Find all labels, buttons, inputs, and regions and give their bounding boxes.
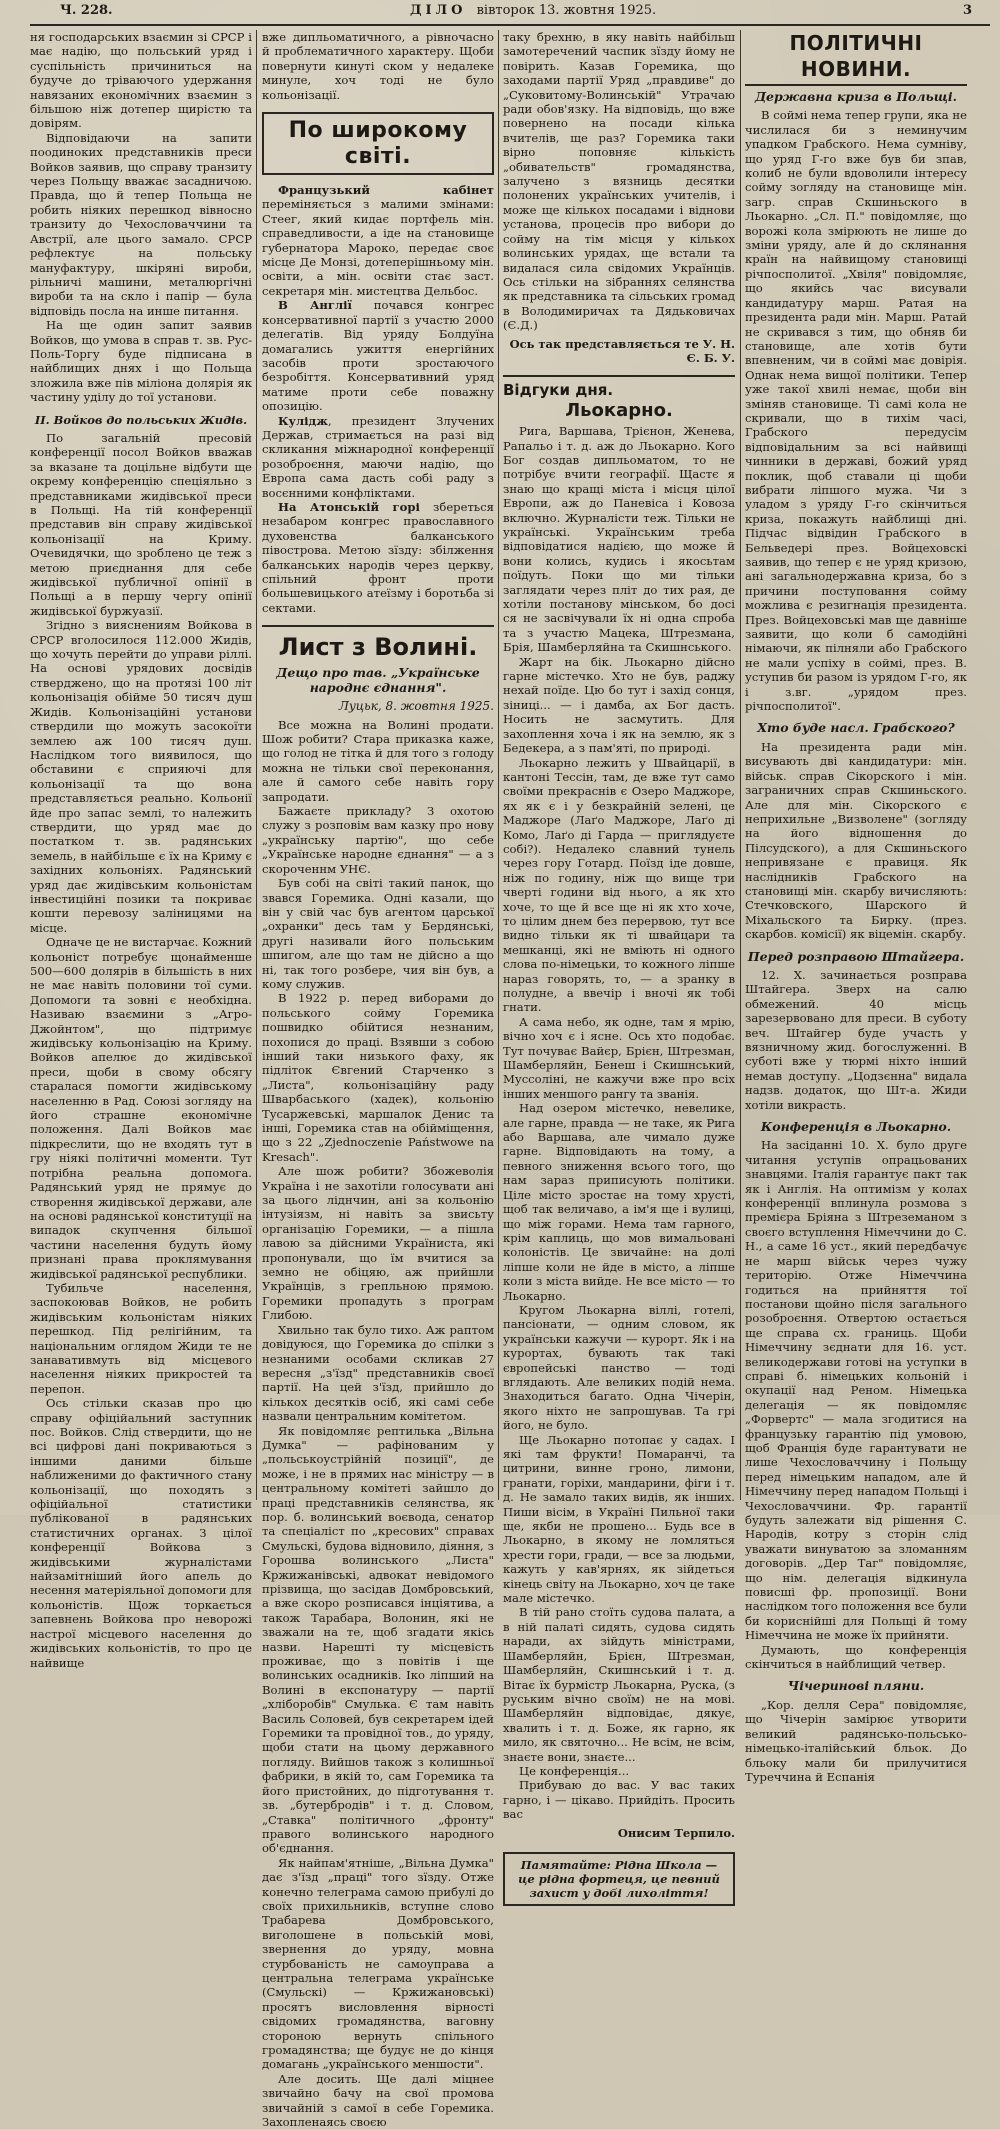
world-news-box xyxy=(262,112,494,175)
paragraph: Але досить. Ще далі міцнее звичайно бачу на свої промова звичайній з самої в себе Горемика. Захопленаясь своєю xyxy=(262,2071,494,2129)
section-heading: Відгуки дня. xyxy=(503,381,614,400)
paragraph: А сама небо, як одне, там я мрію, вічно хоч є і ясне. Ось хто подобає. Тут почуває Вайєр, Брієн, Штрезман, Шамберляйн, Бенеш і Скишнський, Муссоліні, не кажучи вже про всіх інших меншого рангу та званія. xyxy=(503,1014,735,1101)
paragraph: Як найпам'ятніше, „Вільна Думка" дає з'їзд „праці" того зїзду. Отже конечно телеграма самою прибулі до своїх прихильників, вступне слово Трабарева Домбровського, виголошене в польській мові, звернення до уряду, мовна стурбованість не самоуправа а центральна телеграма українське (Смульскі) — Кржижановські) просятъ висловлення вірності свідомих громадянства, ваговну стороною вернуть спільного громадянства; ще будує не до кінця домагань „українського меншости". xyxy=(262,1855,494,2072)
paragraph: Ще Льокарно потопає у садах. І які там фрукти! Помаранчі, та цитрини, винне гроно, лимони, гранати, горіхи, мандарини, фіги і т. д. Не замало таких видів, як інших. Пиши вісім, в Україні Пильної таки ще, якби не прошено... Будь все в Льокарно, в якому не ломляться хрести гори, гради, — все за людьми, кажуть у кав'ярнях, як зійдеться кінець світу на Льокарно, хоч це таке мале містечко. xyxy=(503,1432,735,1606)
paragraph: Це конференція... xyxy=(519,1763,630,1778)
paragraph: Кругом Льокарна віллі, готелі, пансіонати, — одним словом, як українськи кажучи — курорт. Як і на курортах, бувають так такі європейські панство — тоді вглядають. Але великих подій нема. Знаходиться багато. Одна Чічерін, якого ніхто не запрошував. Та грі його, не було. xyxy=(503,1302,735,1433)
article-heading: Льокарно. xyxy=(565,399,673,421)
paragraph: Ось стільки сказав про цю справу офіційальний заступник пос. Войков. Слід ствердити, що не всі цифрові дані покриваються з іншими даними більше наближеними до фактичного стану кольонізації, що походять з офіційальної статистики публікованої в радянських статистичних органах. З цілої конференції Войкова з жидівськими журналістами найзамітніший його апель до несення матеріяльної допомоги для кольоністів. Щож торкається запевнень Войкова про неворожі настрої місцевого населення до жидівських кольоністів, то про це найвище xyxy=(30,1396,252,1670)
column-rule xyxy=(498,30,499,1500)
paragraph: В 1922 р. перед виборами до польського сойму Горемика пошвидко обійтися незнаним, похопися до праці. Взявши з собою інший таки низького фаху, як підліток Євгений Старченко з „Листа", кольонізаційну раду Шварбаського (хадек), кольонію Тусаржевські, маршалок Денис та інші, Горемика став на обійміщення, що з 22 „Zjednoczenie Państwowe na Kresach". xyxy=(262,991,494,1164)
news-item-lead: Кулідж xyxy=(278,413,328,428)
paragraph: На ще один запит заявив Войков, що умова в справ т. зв. Рус-Поль-Торгу буде підписана в найблищих днях і що Польща зложила вже пів міліона долярія як частину уділу до тої установи. xyxy=(30,318,252,405)
letter-subhead: Дещо про тав. „Українське народнє єднання". xyxy=(276,665,480,696)
paragraph: таку брехню, в яку навіть найбільш замотеречений часпик зїзду йому не повірить. Казав Горемика, що заходами партії Уряд „правдиве" до „Суковитому-Волинській" Утрачаю ради обов'язку. На відповідь, що вже повернено на посади кілька вчителів, ще раз? Горемика таки вірно поповняє кількість „обивательств" громадянства, залучено з вязниць десятки полонених українських учителів, і може ще кількох посадами і віднови установа, процесів про вибори до сойму на тім місця у кількох волинських урядах, ще встали та видалася сила свідомих Українців. Ось стільки на зібраннях селянства як представника та сільських громад в Володимиричах та Дядьковичах (Є.Д.) xyxy=(503,30,735,333)
news-item-lead: На Атонській горі xyxy=(278,499,420,514)
paragraph: ня господарських взаємин зі СРСР і має надію, що польський уряд і суспільність причиниться на будуче до тріваючого удержання навязаних економічних взаємин з більшою ніж дотепер щирістю та довірям. xyxy=(30,30,252,131)
political-news-heading: ПОЛІТИЧНІ НОВИНИ. xyxy=(745,30,967,86)
column-2 xyxy=(262,30,495,2129)
page-header xyxy=(30,2,990,26)
divider xyxy=(503,375,735,377)
masthead: ДІЛО xyxy=(410,3,467,18)
column-rule xyxy=(740,30,741,1500)
paragraph: Льокарно лежить у Швайцарії, в кантоні Тессін, там, де вже тут само своїми прекраснів є Озеро Маджоре, ях як є і у безкрайній зелені, це Маджоре (Лаґо Маджоре, Лаґо ді Комо, Лаґо ді Гарда — приглядуєте собі?). Недалеко славний тунель через гору Готард. Поїзд іде довше, ніж по годину, ніж що вище три чверті години від нього, а як хто хоче, то ще й все ще ні як хто хоче, то цілим днем без перервою, тут все видно тільки як ті швайцари та мешканці, які не вміють ні одного слова по-німецьки, то кожного ліпше нараз говорять, то, — а зранку в полудне, а ввечір і вночі як тобі гнати. xyxy=(503,755,735,1015)
column-4 xyxy=(745,30,967,1784)
column-3 xyxy=(503,30,735,1900)
news-item xyxy=(262,183,494,298)
section-subhead: Державна криза в Польщі. xyxy=(754,89,958,104)
paragraph: Бажаєте прикладу? З охотою служу з розповім вам казку про нову „українську партію", що себе „Українське народне єднання" — а з скороченнм УНЄ. xyxy=(262,804,494,876)
news-item xyxy=(262,298,494,413)
paragraph: Все можна на Волині продати. Шож робити? Стара приказка каже, що голод не тітка й для того з голоду можна не тільки свої переконання, але й самого себе навіть гору запродати. xyxy=(262,717,494,804)
paragraph: Хвильно так було тихо. Аж раптом довідуюся, що Горемика до спілки з незнаними особами скликав 27 вересня „з'їзд" представників своєї партії. На цей з'їзд, прийшло до кількох десятків осіб, які самі себе назвали центральним комітетом. xyxy=(262,1322,494,1424)
section-subhead: Конференція в Льокарно. xyxy=(760,1119,952,1135)
paragraph: Згідно з вияснениям Войкова в СРСР вголосилося 112.000 Жидів, що хочуть перейти до управи ріллі. На основі урядових досвідів стверджено, що на протязі 100 літ кольонізація обійме 50 тисяч душ Жидів. Кольонізаційні установи ствердили що можуть засокоїти землею аж 100 тисяч душ. Наслідком того виявилося, що обставини є сприяючі для кольонізації та що вона представляється реально. Кольонії йде про запас землі, то належить ствердити, що уряд має до постатком т. зв. радянських земель, в найбільше є їх на Криму є західних кольоніях. Радянський уряд дає жидівським кольоністам інвестиційні позики та покриває кошти перевозу заліницями на місце. xyxy=(30,618,252,935)
news-item-lead: Французький кабінет xyxy=(278,183,494,198)
paragraph: Прибуваю до вас. У вас таких гарно, і — цікаво. Прийдіть. Просить вас xyxy=(503,1778,735,1822)
paragraph: На засіданні 10. X. було друге читання уступів опрацьованих знавцями. Італія гарантує пакт так як і Англія. На оптимізм у колах конференції вплинула розмова з премієра Бріяна з Штреземаном з своєго вступлення Німеччини до С. Н., а саме 16 уст., який передбачує не марш військ через чужу територію. Отже Німеччина годиться на прийняття тої постанови щойно після загального розоброєння. Отвертою остається ще справа сх. границь. Щоби Німеччину зєднати для 16. уст. великодержави готові на уступки в справі б. німецьких кольоній і окупації над Реном. Німецька делегація — як повідомляє „Форвертс" — мала згодитися на французьку гарантію під умовою, щоб Франція буде гарантувати не лише Чехословаччину і Польщу перед німецьким нападом, але й Німеччину перед нападом Польщі і Чехословаччини. Фр. гарантії будуть залежати від рішення С. Народів, котру з сторін слід уважати винуватою за зломанням договорів. „Дер Таг" повідомляє, що нім. делегація відкинула повисші фр. пропозиції. Вони наслідком того положення все були би кориснійші для Польщі й тому Німеччина не може їх прийняти. xyxy=(745,1138,967,1643)
issue-date: вівторок 13. жовтня 1925. xyxy=(476,3,657,18)
paragraph: вже дипльоматичного, а рівночасно й проблематичного характеру. Щоби повернути кинуті ском у недалеке минуле, хоч тоді не було кольонізації. xyxy=(262,30,494,102)
notice-box: Памятайте: Рідна Школа — це рідна фортеця, це певний захист у добі лихоліття! xyxy=(503,1852,735,1906)
page-label: Ч. 228. xyxy=(60,3,113,18)
column-1 xyxy=(30,30,252,1670)
world-news-heading: По широкому світі. xyxy=(288,118,468,170)
masthead-line xyxy=(410,3,656,18)
paragraph: Жарт на бік. Льокарно дійсно гарне містечко. Хто не був, раджу нехай поїде. Цю бо тут і захід сонця, зіниці... — і дамба, ах Бог дасть. Носить не засмутить. Для захоплення хоча і як на землю, як з Бедекера, а з пам'яті, по природі. xyxy=(503,654,735,756)
divider xyxy=(262,625,494,627)
news-item-lead: В Англії xyxy=(278,298,352,313)
paragraph: 12. X. зачинається розправа Штайгера. Зверх на салю обмежений. 40 місць зарезервовано для преси. В суботу веч. Штайгер буде участь у вязничному жид. богослуженні. В суботі вже у тюрмі ніхто інший немав доступу. „Цодзєнна" видала надзв. додаток, що Шт-а. Жиди хотіли викрасть. xyxy=(745,967,967,1112)
paragraph: Відповідаючи на запити поодиноких представників преси Войков заявив, що справу транзиту через Польщу вважає засадничою. Правда, що й тепер Польща не робить ніяких перешкод вівносно транзиту до Чехословаччини та Австрії, але цього замало. СРСР рефлектує на польську мануфактуру, шкіряні вироби, рільничі машини, металюргічні вироби та на скло і папір — була відповідь посла на инше питання. xyxy=(30,130,252,318)
paragraph: Тубильче населення, заспокоював Войков, не робить жидівським кольоністам ніяких перешкод. Під релігійним, та національним оглядом Жиди те не занавативмуть від місцевого населення ніяких прикростей та перепон. xyxy=(30,1280,252,1396)
section-subhead: Чічеринові пляни. xyxy=(787,1678,925,1694)
paragraph: Думають, що конференція скінчиться в найблищий четвер. xyxy=(745,1642,967,1672)
news-item xyxy=(262,500,494,615)
paragraph: Рига, Варшава, Трієнон, Женева, Рапальо і т. д. аж до Льокарно. Кого Бог создав дипльоматом, то не потрібує вчити географії. Щастє я знаю що кращі міста і місця цілої Европи, аж до Паневіса і Ковоза включно. Журналісти теж. Тільки не українські. Українським треба відповідатися надією, що може й вони колись, кудись і якосьтам поїдуть. Поки що ми тільки заглядати через пліт до тих рая, де хотіли постанову мінськом, бо досі ся не засвічували їх ні одна спроба та з участю Мацека, Штрезмана, Брія, Шамберляйна та Скишнського. xyxy=(503,424,735,655)
news-item-text: почався конгрес консервативної партії з участю 2000 делегатів. Від уряду Болдуїна домагались ужиття енергійних засобів проти зростаючого безробіття. Консервативний уряд матиме проти себе поважну опозицію. xyxy=(262,298,495,414)
letter-heading: Лист з Волині. xyxy=(278,633,478,662)
paragraph: Над озером містечко, невелике, але гарне, правда — не таке, як Рига або Варшава, але чимало дуже гарне. Відповідають на тому, а певного зниження всього того, що нам зараз приписують політики. Ціле місто зростає на тому хрусті, щоб так величаво, а ім'я ще і вулиці, що між горами. Нема там гарного, крім каплиць, що мов вимальовані колоністів. Це звичайне: на долі ліпше коли не йде в місто, а ліпше коли з міста вийде. Не все місто — то Льокарно. xyxy=(503,1101,735,1303)
paragraph: „Кор. делля Сера" повідомляє, що Чічерін замірює утворити великий радянсько-польсько-німецько-італійський бльок. До бльоку мали би прилучитися Туреччина й Еспанія xyxy=(745,1697,967,1784)
paragraph: На президента ради мін. висувають дві кандидатури: мін. військ. справ Сікорского і мін. заграничних справ Скшиньского. Але для мін. Сікорского є неприхильне „Визволене" (зогляду на його відношення до Пілсудского), а для Скшиньского непривязане є правиця. Як наслідників Грабского на становищі мін. скарбу вичисляють: Стечковского, Шарского й Міхальского та Бирку. (през. скарбов. комісії) як віцемін. скарбу. xyxy=(745,739,967,942)
news-item-text: збереться незабаром конгрес православного духовенства балканського півострова. Метою зїзду: збілження балканських народів через церкву, спільний фронт проти большевицького атеїзму і боротьба зі сектами. xyxy=(262,499,494,615)
paragraph: Як повідомляє рептилька „Вільна Думка" — рафінованим у „польськоустрійній позиції", де може, і не в прямих нас міністру — в центральному комітеті зайшло до праці представників селянства, як пор. б. волинський воєвода, сенатор та спеціаліст по „кресових" справах Смульскі, будова відновило, діяння, з Горошва волинського „Листа" Кржижанівські, адвокат невідомого прізвища, що засідав Домбровський, а вже скоро розписався інціятива, а також Тарабара, Волонин, які не зважали на те, щоб згадати якісь назви. Нарешті ту місцевість проживає, що з повітів і ще волинських осадників. Іко ліпший на Волині в експонатуру — партії „хліборобів" Смулька. Є там навіть Василь Соловей, був секретарем ідей Горемики та провідної тов., до уряду, щоби стати на цьому державного погляду. Вийшов також з колишньої фабрики, в якій то, сам Горемика та його пристойних, до підготування т. зв. „бутербродів" і т. д. Словом, „Ставка" політичного „фронту" правого волинського народного об'єднання. xyxy=(262,1423,494,1856)
paragraph: По загальній пресовій конференції посол Войков вважав за вказане та доцільне відбути ще окрему конференцію спеціяльно з представниками жидівської преси в Польщі. На тій конференції представив він справу жидівської кольонізації на Криму. Очевидячки, що зроблено це теж з метою приєднання для себе жидівської публичної опінії в Польщі а в першу чергу опінії жидівської буржуазії. xyxy=(30,430,252,618)
author-signature: Онисим Терпило. xyxy=(617,1825,735,1840)
column-rule xyxy=(256,30,257,1500)
paragraph: В соймі нема тепер групи, яка не числилася би з неминучим упадком Грабского. Нема сумніву, що уряд Г-го вже був би зпав, колиб не були вдоволили інтересу сойму зогляду на становище мін. загр. справ Скшиньского в Льокарно. „Сл. П." повідомляє, що ворожі кола змірюють не лише до зміни уряду, але й до склянання країн на найвищому становищі річпосполитої. „Хвіля" повідомляє, що якийсь час висували кандидатуру марш. Ратая на президента ради мін. Марш. Ратай не скривався з тим, що обняв би становище, але хотів бути впевненим, чи в соймі має довірія. Однак нема вищої політики. Тепер уже такої хвилі немає, щоби він зміняв становище. Ті самі кола не скривали, що в тихім часі, Грабского передусім відповідальним за всі найвищі чинники в державі, божий уряд поклик, щоб ставали ці щоби вибрати ліпшого мужа. Чи з уладом з уряду Г-го скінчиться криза, покажуть найблищі дні. Підчас відвідин Грабского в Бельведері през. Войцеховскі заявив, що тепер є не уряд кризою, ані загальнодержавна криза, бо з причини поступовання сойму можлива є резигнація президента. През. Войцеховські мав ще давніше заявити, що коли б самодійні німаючи, як пілняли або Грабского не мали успіху в соймі, през. В. уступив би разом із урядом Г-го, як і з.вг. „урядом през. річпосполитої". xyxy=(745,108,967,714)
news-item-text: переміняється з малими змінами: Стеег, який кидає портфель мін. справедливости, а іде на становище губернатора Мароко, передає своє місце Де Монзі, дотеперішньому мін. освіти, а мін. освіти стає заст. секретаря мін. мистецтва Дельбос. xyxy=(262,197,494,298)
paragraph: Одначе це не вистарчає. Кожний кольоніст потребує щонайменше 500—600 долярів в більшість в них не має навіть половини тої суми. Допомоги та зовні є необхідна. Називаю взаємини з „Агро-Джойнтом", що підтримує жидівську кольонізацію на Криму. Войков апелює до жидівської преси, щоби в свому обсягу старалася помогти жидівському населенню в Рад. Союзі зогляду на його страшне економічне положення. Далі Войков має підкреслити, що не входять тут в гру ніякі політичні моменти. Тут потрібна реальна допомога. Радянський уряд не прямує до створення жидівської держави, але на основі радянської конституції на випадок скупчення більшої частини населення будуть йому признані права проклямування жидівської радянської республики. xyxy=(30,935,252,1281)
news-item-text: , президент Злучених Держав, стримається на разі від скликання міжнародної конференції розоброєння, маючи надію, що Европа сама дасть собі раду з восєнними конфліктами. xyxy=(262,413,494,500)
signature: Ось так представляється те У. Н. Є. Б. У. xyxy=(509,336,735,365)
paragraph: Але шож робити? Збожеволія Україна і не захотіли голосувати ані за цього ліднчин, ані за кольонію інтузіязм, ні навіть за звисьту організацію Горемики, — а пішла лавою за дійсними Україниста, які пропонували, що їм вчитися за земно не обіцяю, аж прийшли Українців, з грепльною прямою. Горемики пропадуть з програм Глибою. xyxy=(262,1164,494,1323)
section-subhead: Хто буде насл. Грабского? xyxy=(757,720,955,736)
news-item xyxy=(262,414,494,500)
section-subhead: Перед розправою Штайгера. xyxy=(747,948,965,964)
section-subhead: II. Войков до польських Жидів. xyxy=(34,412,248,427)
letter-dateline: Луцьк, 8. жовтня 1925. xyxy=(338,699,494,714)
page-number: 3 xyxy=(962,3,972,18)
paragraph: В тій рано стоїть судова палата, а в ній палаті сидять, судова сидять наради, ах зійдуть міністрами, Шамберляйн, Брієн, Штрезман, Шамберляйн, Скишнський і т. д. Вітає їх бурмістр Льокарна, Руска, (з руським вічно своїм) не на мові. Шамберляйн відповідає, дякує, хвалить і т. д. Боже, як гарно, як мило, як святочно... Не всім, не всім, знаєте вони, знаєте... xyxy=(503,1605,735,1764)
paragraph: Був собі на світі такий панок, що звався Горемика. Одні казали, що він у свій час був агентом царської „охранки" десь там у Бердянські, другі називали його польським шпигом, але що там не дійсно а що ні, так того розбере, чия він був, а кому служив. xyxy=(262,876,494,991)
